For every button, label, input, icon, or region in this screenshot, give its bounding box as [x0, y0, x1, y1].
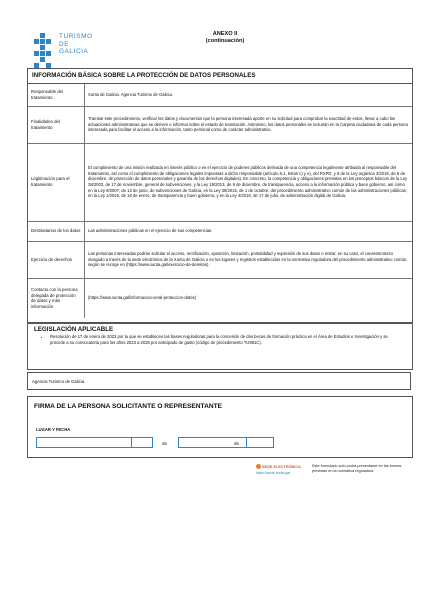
- turismo-galicia-logo: [31, 33, 111, 73]
- data-protection-table: [28, 84, 412, 318]
- sede-dot-icon: [256, 464, 261, 469]
- legislation-title: LEGISLACIÓN APLICABLE: [34, 326, 114, 333]
- table-row: [28, 143, 412, 221]
- row-value: Xunta de Galicia. Agencia Turismo de Galicia.: [88, 91, 173, 97]
- table-row: [28, 221, 412, 241]
- continuation-label: (continuación): [205, 38, 245, 45]
- agency-label: Agencia Turismo de Galicia: [27, 372, 411, 390]
- legislation-section: [27, 322, 413, 370]
- list-item: • Resolución de 17 de enero de 2023 por la que se establecen las bases reguladoras para la concesión de dos becas de formación práctica en el Área de Estudios e Investigación y se procede a su convocatoria para los años 2023 a 2025 por anticipado de gasto (código de procedimiento TU981C).: [50, 334, 404, 346]
- legislation-list: [28, 334, 412, 346]
- row-label: Ejercicio de derechos: [28, 241, 85, 278]
- footer-notice: Este formulario solo podrá presentarse en las formas previstas en la normativa reguladora: [312, 464, 402, 474]
- data-protection-title: INFORMACIÓN BÁSICA SOBRE LA PROTECCIÓN DE DATOS PERSONALES: [28, 69, 412, 84]
- row-label: Legitimación para el tratamiento: [28, 143, 85, 221]
- footer: [256, 463, 411, 479]
- row-value: Las personas interesadas podrán solicitar el acceso, rectificación, oposición, limitación, portabilidad y supresión de sus datos o retirar, en su caso, el consentimiento otorgado a través de la sede electrónica de la Xunta de Galicia o en los lugares y registros establecidos en la normativa reguladora del procedimiento administrativo común, según se recoge en (https://www.xunta.gal/exercicio-de-dereitos): [85, 241, 413, 278]
- galicia-cross-icon: [31, 33, 55, 71]
- row-label: Responsable del tratamiento: [28, 84, 85, 106]
- table-row: [28, 278, 412, 318]
- row-value: El cumplimiento de una misión realizada en interés público o en el ejercicio de poderes públicos derivada de una competencia legalmente atribuida al responsable del tratamiento, así como el cumplimiento de obligaciones legales impuestas a dicho responsable (artículo 6.1, letras c) y e), del RXPD, y 8 de la Ley orgánica 3/2018, de 5 de diciembre, de protección de datos personales y garantía de los derechos digitales). En concreto, la competencia y obligaciones previstas en los preceptos básicos de la Ley 38/2003, de 17 de noviembre, general de subvenciones, y la Ley 19/2013, de 9 de diciembre, de transparencia, acceso a la información pública y buen gobierno, así como en la Ley 9/2007, de 13 de junio, de subvenciones de Galicia, en la Ley 39/2015, de 1 de octubre, del procedimiento administrativo común de las administraciones públicas, en la Ley 1/2016, de 18 de enero, de transparencia y buen gobierno, y en la Ley 4/2019, de 17 de julio, de administración digital de Galicia.: [85, 143, 413, 221]
- signature-title: FIRMA DE LA PERSONA SOLICITANTE O REPRESENTANTE: [34, 403, 223, 410]
- document-heading: [190, 31, 260, 46]
- logo-wordmark: TURISMO DE GALICIA: [59, 33, 93, 56]
- sede-electronica-logo: SEDE ELECTRÓNICA: [256, 464, 301, 469]
- year-field[interactable]: [246, 437, 274, 448]
- annex-title: ANEXO II: [212, 31, 238, 37]
- data-protection-section: [27, 68, 413, 324]
- signature-section: [27, 396, 413, 458]
- day-field[interactable]: [131, 437, 153, 448]
- row-value: Las administraciones públicas en el ejercicio de sus competencias.: [85, 221, 413, 241]
- row-value: (https://www.xunta.gal/informacion-xeral-proteccion-datos): [85, 278, 413, 318]
- place-field[interactable]: [36, 437, 140, 448]
- row-label: Contacto con la persona delegada de protección de datos y más información: [28, 278, 85, 318]
- de-label-2: de: [234, 441, 240, 446]
- sede-url[interactable]: https://sede.xunta.gal: [256, 471, 291, 475]
- row-value: Tramitar este procedimiento, verificar los datos y documentos que la persona interesada aporte en su solicitud para comprobar la exactitud de estos, llevar a cabo las actuaciones administrativas que se deriven e informar sobre el estado de tramitación. Asimismo, los datos personales se incluirán en la Carpeta ciudadana de cada persona interesada para facilitar el acceso a la información, tanto personal como de carácter administrativo.: [85, 106, 413, 143]
- table-row: [28, 106, 412, 143]
- table-row: [28, 84, 412, 106]
- de-label-1: de: [162, 441, 168, 446]
- table-row: [28, 241, 412, 278]
- row-label: Destinatarios de los datos: [28, 221, 85, 241]
- month-field[interactable]: [178, 437, 252, 448]
- place-date-label: LUGAR Y FECHA: [36, 427, 71, 432]
- row-label: Finalidades del tratamiento: [28, 106, 85, 143]
